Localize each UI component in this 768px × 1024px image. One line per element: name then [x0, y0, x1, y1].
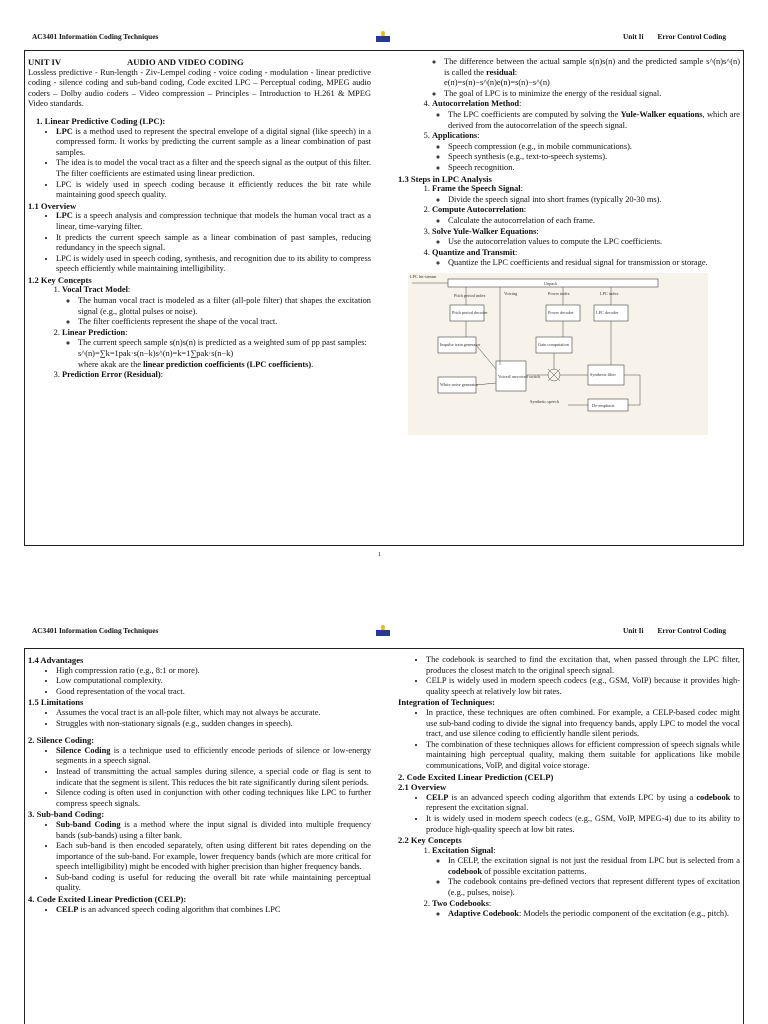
list-item: ◦ Speech recognition.: [448, 163, 740, 174]
prediction-equation: s^(n)=∑k=1pak·s(n−k)s^(n)=k=1∑pak·s(n−k): [78, 349, 234, 359]
list-item: ◦ The codebook contains pre-defined vectors that represent different types of excitation (e.g., pulses, noise).: [448, 877, 740, 898]
list-item: ◦ Adaptive Codebook: Models the periodic component of the excitation (e.g., pitch).: [448, 909, 740, 920]
list-item: 3. Prediction Error (Residual):: [62, 370, 371, 381]
label-lpc-decoder: LPC decoder: [596, 309, 619, 315]
celp-overview-title: 2.1 Overview: [398, 782, 447, 793]
label-synthetic-speech: Synthetic speech: [530, 398, 559, 404]
label-white-noise: White noise generator: [440, 381, 478, 387]
unit-heading: UNIT IV AUDIO AND VIDEO CODING: [28, 57, 244, 67]
codebook-list: [398, 655, 740, 697]
celp-key-concepts-title: 2.2 Key Concepts: [398, 835, 462, 846]
unit-intro: Lossless predictive - Run-length - Ziv-Lempel coding - voice coding - modulation - linear predictive coding - silence coding and sub-band coding, Code excited LPC – Perceptual coding, MPEG audio coders – Dolby audio coders – Video compression – Principles – Introduction to H.261 & MPEG Video standards.: [28, 67, 371, 109]
list-item: • Silence Coding is a technique used to efficiently encode periods of silence or low-energy segments in a speech signal.: [56, 746, 371, 767]
list-item: • LPC is widely used in speech coding because it efficiently reduces the bit rate while maintaining good speech quality.: [56, 180, 371, 201]
course-title: AC3401 Information Coding Techniques: [32, 626, 159, 635]
list-item: ◦ The human vocal tract is modeled as a filter (all-pole filter) that shapes the excitation signal (e.g., glottal pulses or noise).: [78, 296, 371, 317]
label-power-decoder: Power decoder: [548, 309, 574, 315]
list-item: 4. Quantize and Transmit: ◦ Quantize the LPC coefficients and residual signal for transmission or storage.: [432, 248, 740, 269]
list-item: • It predicts the current speech sample as a linear combination of past samples, reducing redundancy in the speech signal.: [56, 233, 371, 254]
list-item: • The combination of these techniques allows for efficient compression of speech signals while maintaining high perceptual quality, making them suitable for applications like mobile communications, VoIP, and digital voice storage.: [426, 740, 740, 772]
list-item: ◦ Calculate the autocorrelation of each frame.: [448, 216, 740, 227]
list-item: 5. Applications: ◦ Speech compression (e.g., in mobile communications). ◦ Speech synthesis (e.g., text-to-speech systems). ◦ Speech recognition.: [432, 131, 740, 173]
course-title: AC3401 Information Coding Techniques: [32, 32, 159, 41]
label-impulse-generator: Impulse train generator: [440, 341, 481, 347]
label-de-emphasis: De-emphasis: [592, 402, 615, 408]
list-item: • Struggles with non-stationary signals (e.g., sudden changes in speech).: [56, 719, 371, 730]
lpc-decoder-diagram: [408, 273, 708, 435]
integration-title: Integration of Techniques:: [398, 697, 495, 708]
silence-coding-title: 2. Silence Coding:: [28, 735, 95, 746]
label-synthesis-filter: Synthesis filter: [590, 371, 616, 377]
celp-section-title: 4. Code Excited Linear Prediction (CELP):: [28, 894, 187, 905]
lpc-intro-list: [28, 127, 371, 201]
celp-intro-list: [28, 905, 371, 916]
label-voicing: Voicing: [504, 290, 518, 296]
page-2: [0, 618, 768, 1024]
advantages-title: 1.4 Advantages: [28, 655, 84, 665]
list-item: • Sub-band Coding is a method where the input signal is divided into multiple frequency bands (sub-bands) using a filter bank.: [56, 820, 371, 841]
celp-overview-list: [398, 793, 740, 835]
overview-list: [28, 211, 371, 275]
list-item: 4. Autocorrelation Method: ◦ The LPC coefficients are computed by solving the Yule-Walker equations, which are derived from the autocorrelation of the speech signal.: [432, 99, 740, 131]
label-gain-computation: Gain computation: [538, 341, 569, 347]
list-item: ◦ In CELP, the excitation signal is not just the residual from LPC but is selected from a codebook of possible excitation patterns.: [448, 856, 740, 877]
list-item: ◦ The current speech sample s(n)s(n) is predicted as a weighted sum of pp past samples: s^(n)=∑k=1pak·s(n−k)s^(n)=k=1∑pak·s(n−k) where akak are the linear prediction coefficients (LPC coefficients).: [78, 338, 371, 370]
list-item: • LPC is a speech analysis and compression technique that models the human vocal tract as a linear, time-varying filter.: [56, 211, 371, 232]
label-lpc-index: LPC index: [600, 290, 619, 296]
list-item: ◦ The difference between the actual sample s(n)s(n) and the predicted sample s^(n)s^(n) is called the residual: e(n)=s(n)−s^(n)e(n)=s(n)−s^(n): [444, 57, 740, 89]
label-pitch-decoder: Pitch period decoder: [452, 309, 488, 315]
limitations-list: [28, 708, 371, 729]
subband-coding-title: 3. Sub-band Coding:: [28, 809, 105, 820]
page-frame: [24, 50, 744, 546]
steps-list: [398, 184, 740, 269]
celp-key-concepts-list: [398, 846, 740, 920]
list-item: • Sub-band coding is useful for reducing the overall bit rate while maintaining perceptual quality.: [56, 873, 371, 894]
subject-label: Error Control Coding: [657, 626, 726, 635]
integration-list: [398, 708, 740, 772]
right-column: [398, 655, 740, 920]
page-number: 1: [378, 552, 381, 558]
list-item: • LPC is a method used to represent the spectral envelope of a digital signal (like speech) in a compressed form. It works by predicting the current sample as a linear combination of past samples.: [56, 127, 371, 159]
list-item: • Silence coding is often used in conjunction with other coding techniques like LPC to further compress speech signals.: [56, 788, 371, 809]
list-item: • It is widely used in modern speech codecs (e.g., GSM, VoIP, MPEG-4) due to its ability to produce high-quality speech at low bit rates.: [426, 814, 740, 835]
right-column: [398, 57, 740, 435]
list-item: • CELP is an advanced speech coding algorithm that combines LPC: [56, 905, 371, 916]
list-item: • The codebook is searched to find the excitation that, when passed through the LPC filter, produces the closest match to the original speech signal.: [426, 655, 740, 676]
label-pitch-index: Pitch period index: [454, 292, 486, 298]
left-column: [28, 57, 371, 381]
unit-label: Unit Ii: [623, 32, 644, 41]
silence-coding-list: [28, 746, 371, 810]
list-item: ◦ Use the autocorrelation values to compute the LPC coefficients.: [448, 237, 740, 248]
subband-coding-list: [28, 820, 371, 894]
header-right: [609, 32, 726, 41]
list-item: ◦ Divide the speech signal into short frames (typically 20-30 ms).: [448, 195, 740, 206]
list-item: ◦ Quantize the LPC coefficients and residual signal for transmission or storage.: [448, 258, 740, 269]
list-item: 2. Two Codebooks: ◦ Adaptive Codebook: Models the periodic component of the excitation (e.g., pitch).: [432, 899, 740, 920]
list-item: ◦ The LPC coefficients are computed by solving the Yule-Walker equations, which are derived from the autocorrelation of the speech signal.: [448, 110, 740, 131]
list-item: 2. Linear Prediction: ◦ The current speech sample s(n)s(n) is predicted as a weighted sum of pp past samples: s^(n)=∑k=1pak·s(n−k)s^(n)=k=1∑pak·s(n−k) where akak are the linear prediction coefficients (LPC coefficients).: [62, 328, 371, 370]
list-item: • Each sub-band is then encoded separately, often using different bit rates depending on the importance of the sub-band. For example, lower frequency bands (which are more critical for speech intelligibility) might be encoded with higher precision than higher frequency bands.: [56, 841, 371, 873]
list-item: ◦ Speech synthesis (e.g., text-to-speech systems).: [448, 152, 740, 163]
list-item: ◦ Speech compression (e.g., in mobile communications).: [448, 142, 740, 153]
subject-label: Error Control Coding: [657, 32, 726, 41]
list-item: 3. Solve Yule-Walker Equations: ◦ Use the autocorrelation values to compute the LPC coefficients.: [432, 227, 740, 248]
list-item: • CELP is widely used in modern speech codecs (e.g., GSM, VoIP) because it provides high-quality speech at relatively low bit rates.: [426, 676, 740, 697]
key-concepts-list-cont: [398, 99, 740, 173]
list-item: ◦ The filter coefficients represent the shape of the vocal tract.: [78, 317, 371, 328]
label-unpack: Unpack: [544, 280, 558, 286]
institution-logo-icon: [376, 624, 390, 636]
list-item: 1. Excitation Signal: ◦ In CELP, the excitation signal is not just the residual from LPC but is selected from a codebook of possible excitation patterns. ◦ The codebook contains pre-defined vectors that represent different types of excitation (e.g., pulses, noise).: [432, 846, 740, 899]
list-item: • The idea is to model the vocal tract as a filter and the speech signal as the output of this filter. The filter coefficients are estimated using linear prediction.: [56, 158, 371, 179]
list-item: • Good representation of the vocal tract.: [56, 687, 371, 698]
advantages-list: [28, 666, 371, 698]
list-item: • Instead of transmitting the actual samples during silence, a special code or flag is sent to indicate that the segment is silent. This reduces the bit rate significantly during silent periods.: [56, 767, 371, 788]
list-item: ◦ The goal of LPC is to minimize the energy of the residual signal.: [444, 89, 740, 100]
header-right: [609, 626, 726, 635]
list-item: • Low computational complexity.: [56, 676, 371, 687]
section-lpc-title: 1. Linear Predictive Coding (LPC):: [36, 115, 166, 126]
list-item: 1. Vocal Tract Model: ◦ The human vocal tract is modeled as a filter (all-pole filter) that shapes the excitation signal (e.g., glottal pulses or noise). ◦ The filter coefficients represent the shape of the vocal tract.: [62, 285, 371, 327]
residual-equation: e(n)=s(n)−s^(n)e(n)=s(n)−s^(n): [444, 78, 550, 88]
list-item: 1. Frame the Speech Signal: ◦ Divide the speech signal into short frames (typically 20-30 ms).: [432, 184, 740, 205]
lpc-decoder-diagram-svg: [408, 273, 708, 435]
key-concepts-title: 1.2 Key Concepts: [28, 274, 92, 285]
list-item: • High compression ratio (e.g., 8:1 or more).: [56, 666, 371, 677]
label-power-index: Power index: [548, 290, 570, 296]
left-column: [28, 655, 371, 915]
page-header: [24, 624, 744, 638]
unit-label: Unit Ii: [623, 626, 644, 635]
list-item: • In practice, these techniques are often combined. For example, a CELP-based codec might use sub-band coding to divide the signal into frequency bands, apply LPC to model the vocal tract, and use silence coding to efficiently handle silent periods.: [426, 708, 740, 740]
label-switch: Voiced/ unvoiced switch: [498, 373, 541, 379]
celp-title: 2. Code Excited Linear Prediction (CELP): [398, 771, 554, 782]
key-concepts-list: [28, 285, 371, 380]
label-lpc-bitstream: LPC bit-stream: [410, 273, 437, 279]
page-frame: [24, 648, 744, 1024]
overview-title: 1.1 Overview: [28, 200, 77, 211]
list-item: • Assumes the vocal tract is an all-pole filter, which may not always be accurate.: [56, 708, 371, 719]
list-item: • LPC is widely used in speech coding, synthesis, and recognition due to its ability to compress speech efficiently while maintaining intelligibility.: [56, 254, 371, 275]
institution-logo-icon: [376, 30, 390, 42]
page-header: [24, 30, 744, 44]
residual-list: [398, 57, 740, 99]
list-item: 2. Compute Autocorrelation: ◦ Calculate the autocorrelation of each frame.: [432, 205, 740, 226]
steps-title: 1.3 Steps in LPC Analysis: [398, 173, 492, 184]
list-item: • CELP is an advanced speech coding algorithm that extends LPC by using a codebook to represent the excitation signal.: [426, 793, 740, 814]
limitations-title: 1.5 Limitations: [28, 697, 84, 708]
